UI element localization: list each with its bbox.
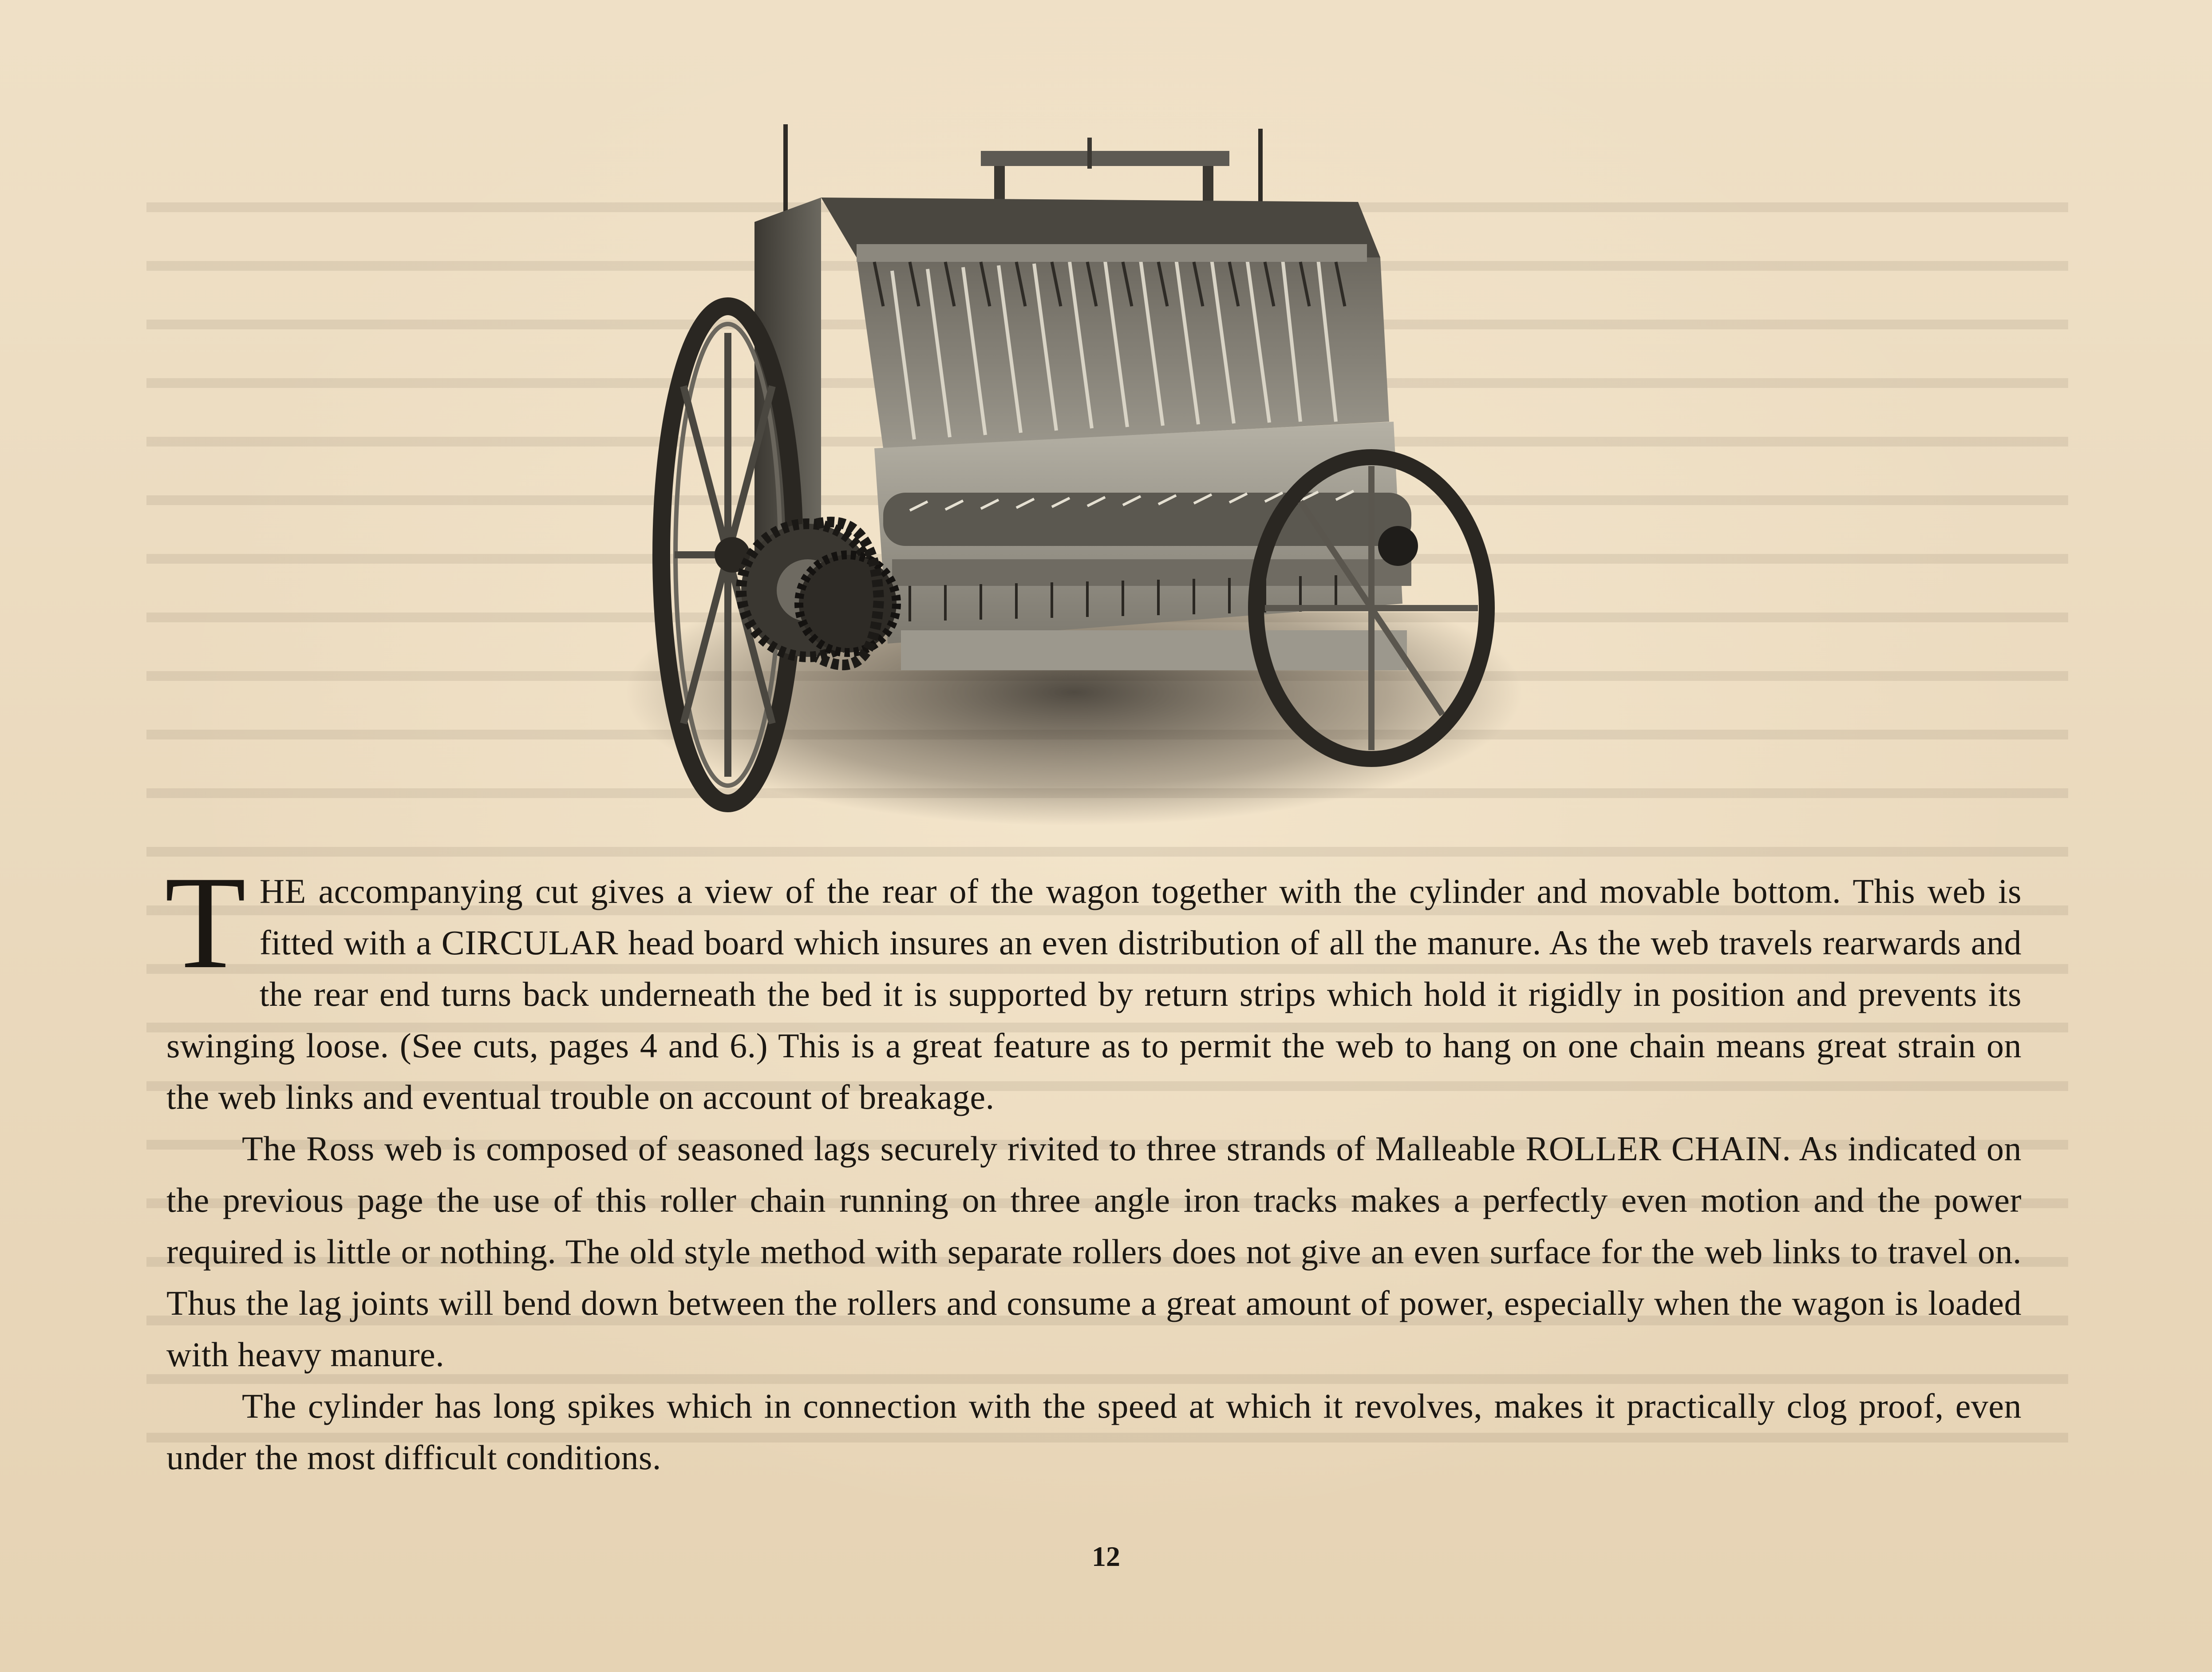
drop-cap: T xyxy=(165,849,246,996)
paragraph-2 xyxy=(166,1123,2022,1380)
paragraph-1 xyxy=(165,849,2022,1123)
paragraph-3-text: The cylinder has long spikes which in connection with the speed at which it revolves, makes it practically clog proof, even under the most difficult conditions. xyxy=(166,1387,2022,1477)
paragraph-1-text: HE accompanying cut gives a view of the rear of the wagon together with the cylinder and movable bottom. This web is fitted with a CIRCULAR head board which insures an even distribution of all the manure. As the web travels rearwards and the rear end turns back underneath the bed it is supported by return strips which hold it rigidly in position and prevents its swinging loose. (See cuts, pages 4 and 6.) This is a great feature as to permit the web to hang on one chain means great strain on the web links and eventual trouble on account of breakage. xyxy=(166,872,2022,1116)
wagon-illustration xyxy=(608,111,1576,830)
article-text xyxy=(165,849,2022,1483)
paragraph-2-text: The Ross web is composed of seasoned lags securely rivited to three strands of Malleable ROLLER CHAIN. As indicated on the previous page the use of this roller chain running on three angle iron tracks makes a perfectly even motion and the power required is little or nothing. The old style method with separate rollers does not give an even surface for the web links to travel on. Thus the lag joints will bend down between the rollers and consume a great amount of power, especially when the wagon is loaded with heavy manure. xyxy=(166,1129,2022,1374)
page-number: 12 xyxy=(1092,1541,1120,1572)
paragraph-3 xyxy=(166,1380,2022,1483)
